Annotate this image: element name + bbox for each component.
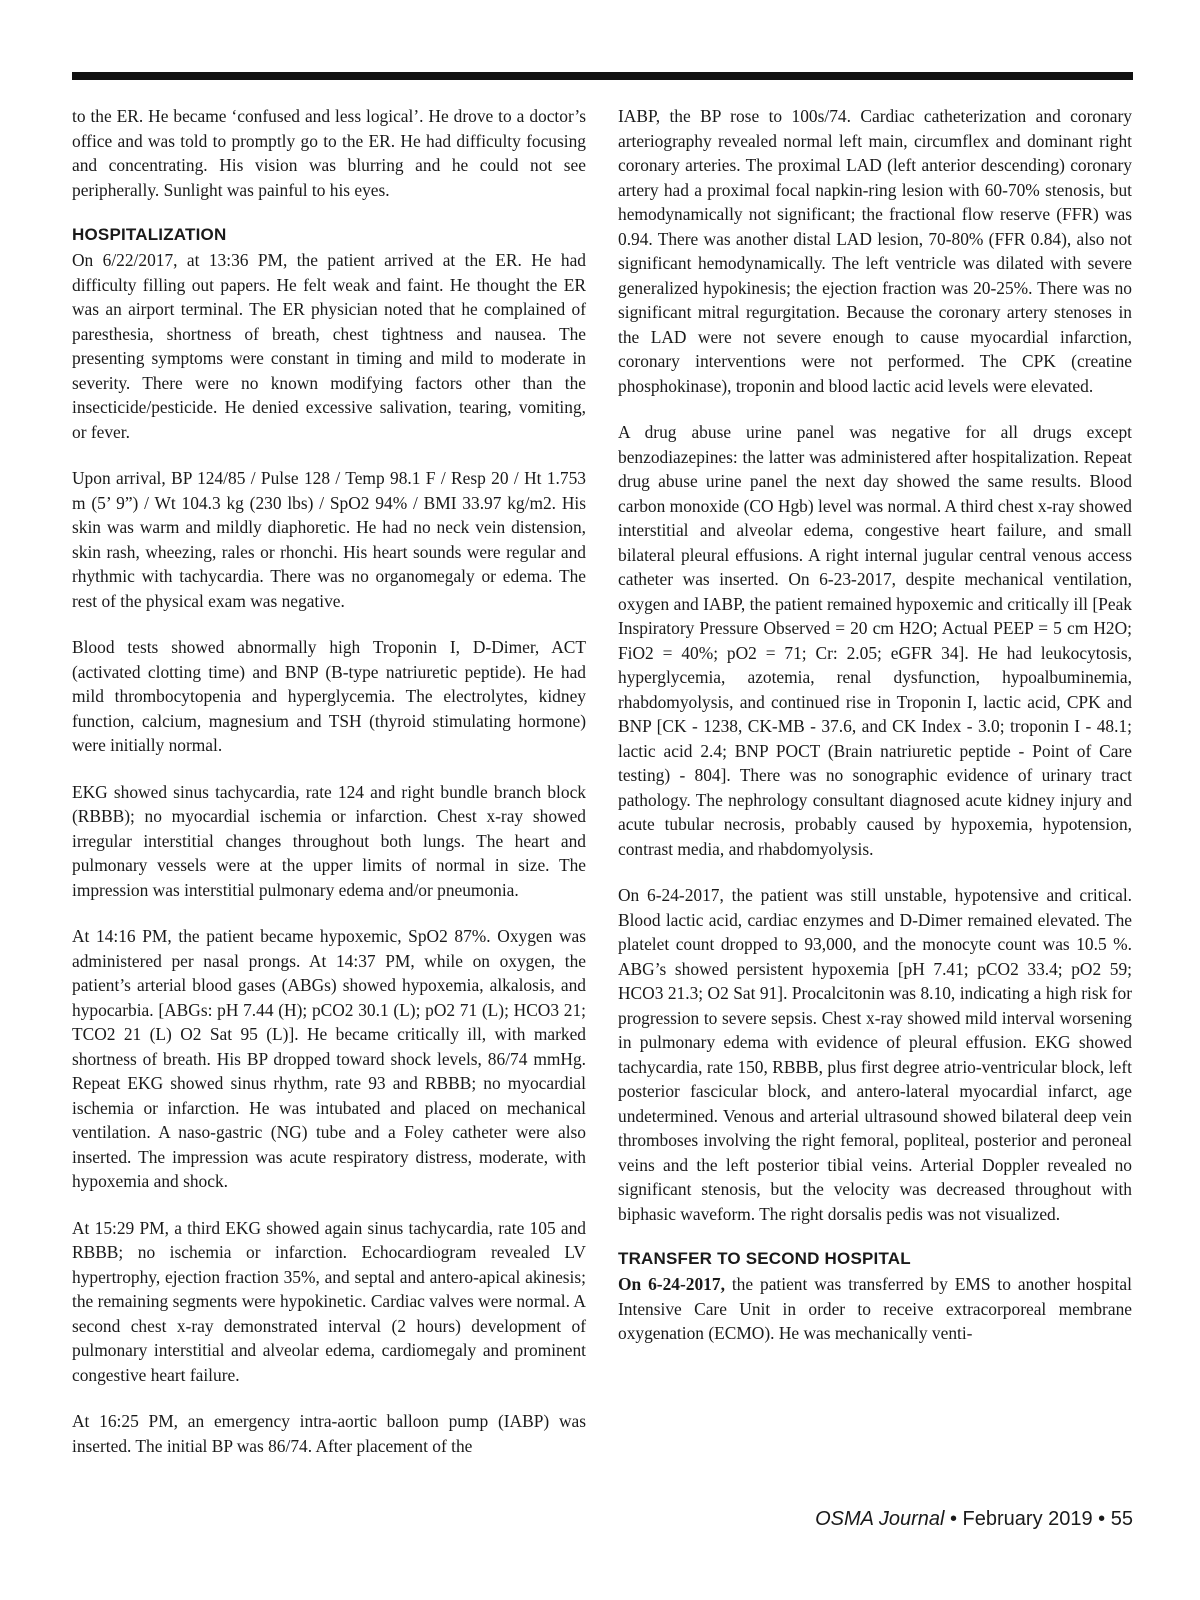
page-footer bbox=[815, 1508, 1133, 1531]
paragraph-ekg: EKG showed sinus tachycardia, rate 124 and right bundle branch block (RBBB); no myocardial ischemia or infarction. Chest x-ray showed irregular interstitial changes throughout both lungs. The heart and pulmonary vessels were at the upper limits of normal in size. The impression was interstitial pulmonary edema and/or pneumonia. bbox=[72, 781, 586, 900]
transfer-date-lead: On 6-24-2017, bbox=[618, 1274, 725, 1294]
footer-separator: • bbox=[1092, 1508, 1111, 1530]
page-number: 55 bbox=[1110, 1508, 1133, 1530]
paragraph-june-24: On 6-24-2017, the patient was still unstable, hypotensive and critical. Blood lactic acid, cardiac enzymes and D-Dimer remained elevated. The platelet count dropped to 93,000, and the monocyte count was 10.5 %. ABG’s showed persistent hypoxemia [pH 7.41; pCO2 33.4; pO2 59; HCO3 21.3; O2 Sat 91]. Procalcitonin was 8.10, indicating a high risk for progression to severe sepsis. Chest x-ray showed mild interval worsening in pulmonary edema with evidence of pleural effusion. EKG showed tachycardia, rate 150, RBBB, plus first degree atrio-ventricular block, left posterior fascicular block, and antero-lateral myocardial infarct, age undetermined. Venous and arterial ultrasound showed bilateral deep vein thromboses involving the right femoral, popliteal, posterior and peroneal veins and the left posterior tibial veins. Arterial Doppler revealed no significant stenosis, but the velocity was decreased throughout with biphasic waveform. The right dorsalis pedis was not visualized. bbox=[618, 885, 1132, 1224]
footer-separator: • bbox=[944, 1508, 963, 1530]
paragraph-catheterization: IABP, the BP rose to 100s/74. Cardiac catheterization and coronary arteriography revealed normal left main, circumflex and dominant right coronary arteries. The proximal LAD (left anterior descending) coronary artery had a proximal focal napkin-ring lesion with 60-70% stenosis, but hemodynamically not significant; the fractional flow reserve (FFR) was 0.94. There was another distal LAD lesion, 70-80% (FFR 0.84), also not significant hemodynamically. The left ventricle was dilated with severe generalized hypokinesis; the ejection fraction was 20-25%. There was no significant mitral regurgitation. Because the coronary artery stenoses in the LAD were not severe enough to cause myocardial infarction, coronary interventions were not performed. The CPK (creatine phosphokinase), troponin and blood lactic acid levels were elevated. bbox=[618, 106, 1132, 396]
top-rule bbox=[72, 72, 1133, 80]
paragraph-vitals: Upon arrival, BP 124/85 / Pulse 128 / Temp 98.1 F / Resp 20 / Ht 1.753 m (5’ 9”) / Wt 104.3 kg (230 lbs) / SpO2 94% / BMI 33.97 kg/m2. His skin was warm and mildly diaphoretic. He had no neck vein distension, skin rash, wheezing, rales or rhonchi. His heart sounds were regular and rhythmic with tachycardia. There was no organomegaly or edema. The rest of the physical exam was negative. bbox=[72, 468, 586, 611]
paragraph-transfer bbox=[618, 1272, 1132, 1346]
transfer-text: the patient was transferred by EMS to another hospital Intensive Care Unit in order to receive extracorporeal membrane oxygenation (ECMO). He was mechanically venti- bbox=[618, 1274, 1132, 1343]
paragraph-third-ekg: At 15:29 PM, a third EKG showed again sinus tachycardia, rate 105 and RBBB; no ischemia or infarction. Echocardiogram revealed LV hypertrophy, ejection fraction 35%, and septal and antero-apical akinesis; the remaining segments were hypokinetic. Cardiac valves were normal. A second chest x-ray demonstrated interval (2 hours) development of pulmonary interstitial and alveolar edema, cardiomegaly and prominent congestive heart failure. bbox=[72, 1217, 586, 1385]
paragraph-iabp: At 16:25 PM, an emergency intra-aortic balloon pump (IABP) was inserted. The initial BP was 86/74. After placement of the bbox=[72, 1411, 586, 1456]
right-column bbox=[618, 104, 1132, 1368]
footer-journal-name: OSMA Journal bbox=[815, 1508, 945, 1530]
paragraph-blood-tests: Blood tests showed abnormally high Troponin I, D-Dimer, ACT (activated clotting time) and BNP (B-type natriuretic peptide). He had mild thrombocytopenia and hyperglycemia. The electrolytes, kidney function, calcium, magnesium and TSH (thyroid stimulating hormone) were initially normal. bbox=[72, 637, 586, 755]
paragraph-arrival-er: On 6/22/2017, at 13:36 PM, the patient arrived at the ER. He had difficulty filling out papers. He felt weak and faint. He thought the ER was an airport terminal. The ER physician noted that he complained of paresthesia, shortness of breath, chest tightness and nausea. The presenting symptoms were constant in timing and mild to moderate in severity. There were no known modifying factors other than the insecticide/pesticide. He denied excessive salivation, tearing, vomiting, or fever. bbox=[72, 250, 586, 442]
left-column bbox=[72, 104, 586, 1480]
section-heading-hospitalization: HOSPITALIZATION bbox=[72, 225, 227, 244]
footer-date: February 2019 bbox=[962, 1508, 1093, 1530]
paragraph-hypoxemia: At 14:16 PM, the patient became hypoxemic, SpO2 87%. Oxygen was administered per nasal prongs. At 14:37 PM, while on oxygen, the patient’s arterial blood gases (ABGs) showed hypoxemia, alkalosis, and hypocarbia. [ABGs: pH 7.44 (H); pCO2 30.1 (L); pO2 71 (L); HCO3 21; TCO2 21 (L) O2 Sat 95 (L)]. He became critically ill, with marked shortness of breath. His BP dropped toward shock levels, 86/74 mmHg. Repeat EKG showed sinus rhythm, rate 93 and RBBB; no myocardial ischemia or infarction. He was intubated and placed on mechanical ventilation. A naso-gastric (NG) tube and a Foley catheter were also inserted. The impression was acute respiratory distress, moderate, with hypoxemia and shock. bbox=[72, 926, 586, 1191]
paragraph-drug-panel: A drug abuse urine panel was negative for all drugs except benzodiazepines: the latter was administered after hospitalization. Repeat drug abuse urine panel the next day showed the same results. Blood carbon monoxide (CO Hgb) level was normal. A third chest x-ray showed interstitial and alveolar edema, congestive heart failure, and small bilateral pleural effusions. A right internal jugular central venous access catheter was inserted. On 6-23-2017, despite mechanical ventilation, oxygen and IABP, the patient remained hypoxemic and critically ill [Peak Inspiratory Pressure Observed = 20 cm H2O; Actual PEEP = 5 cm H2O; FiO2 = 40%; pO2 = 71; Cr: 2.05; eGFR 34]. He had leukocytosis, hyperglycemia, azotemia, renal dysfunction, hypoalbuminemia, rhabdomyolysis, and continued rise in Troponin I, lactic acid, CPK and BNP [CK - 1238, CK-MB - 37.6, and CK Index - 3.0; troponin I - 48.1; lactic acid 2.4; BNP POCT (Brain natriuretic peptide - Point of Care testing) - 804]. There was no sonographic evidence of urinary tract pathology. The nephrology consultant diagnosed acute kidney injury and acute tubular necrosis, probably caused by hypoxemia, hypotension, contrast media, and rhabdomyolysis. bbox=[618, 422, 1132, 859]
section-heading-transfer: TRANSFER TO SECOND HOSPITAL bbox=[618, 1249, 911, 1268]
paragraph-intro: to the ER. He became ‘confused and less logical’. He drove to a doctor’s office and was told to promptly go to the ER. He had difficulty focusing and concentrating. His vision was blurring and he could not see peripherally. Sunlight was painful to his eyes. bbox=[72, 106, 586, 200]
